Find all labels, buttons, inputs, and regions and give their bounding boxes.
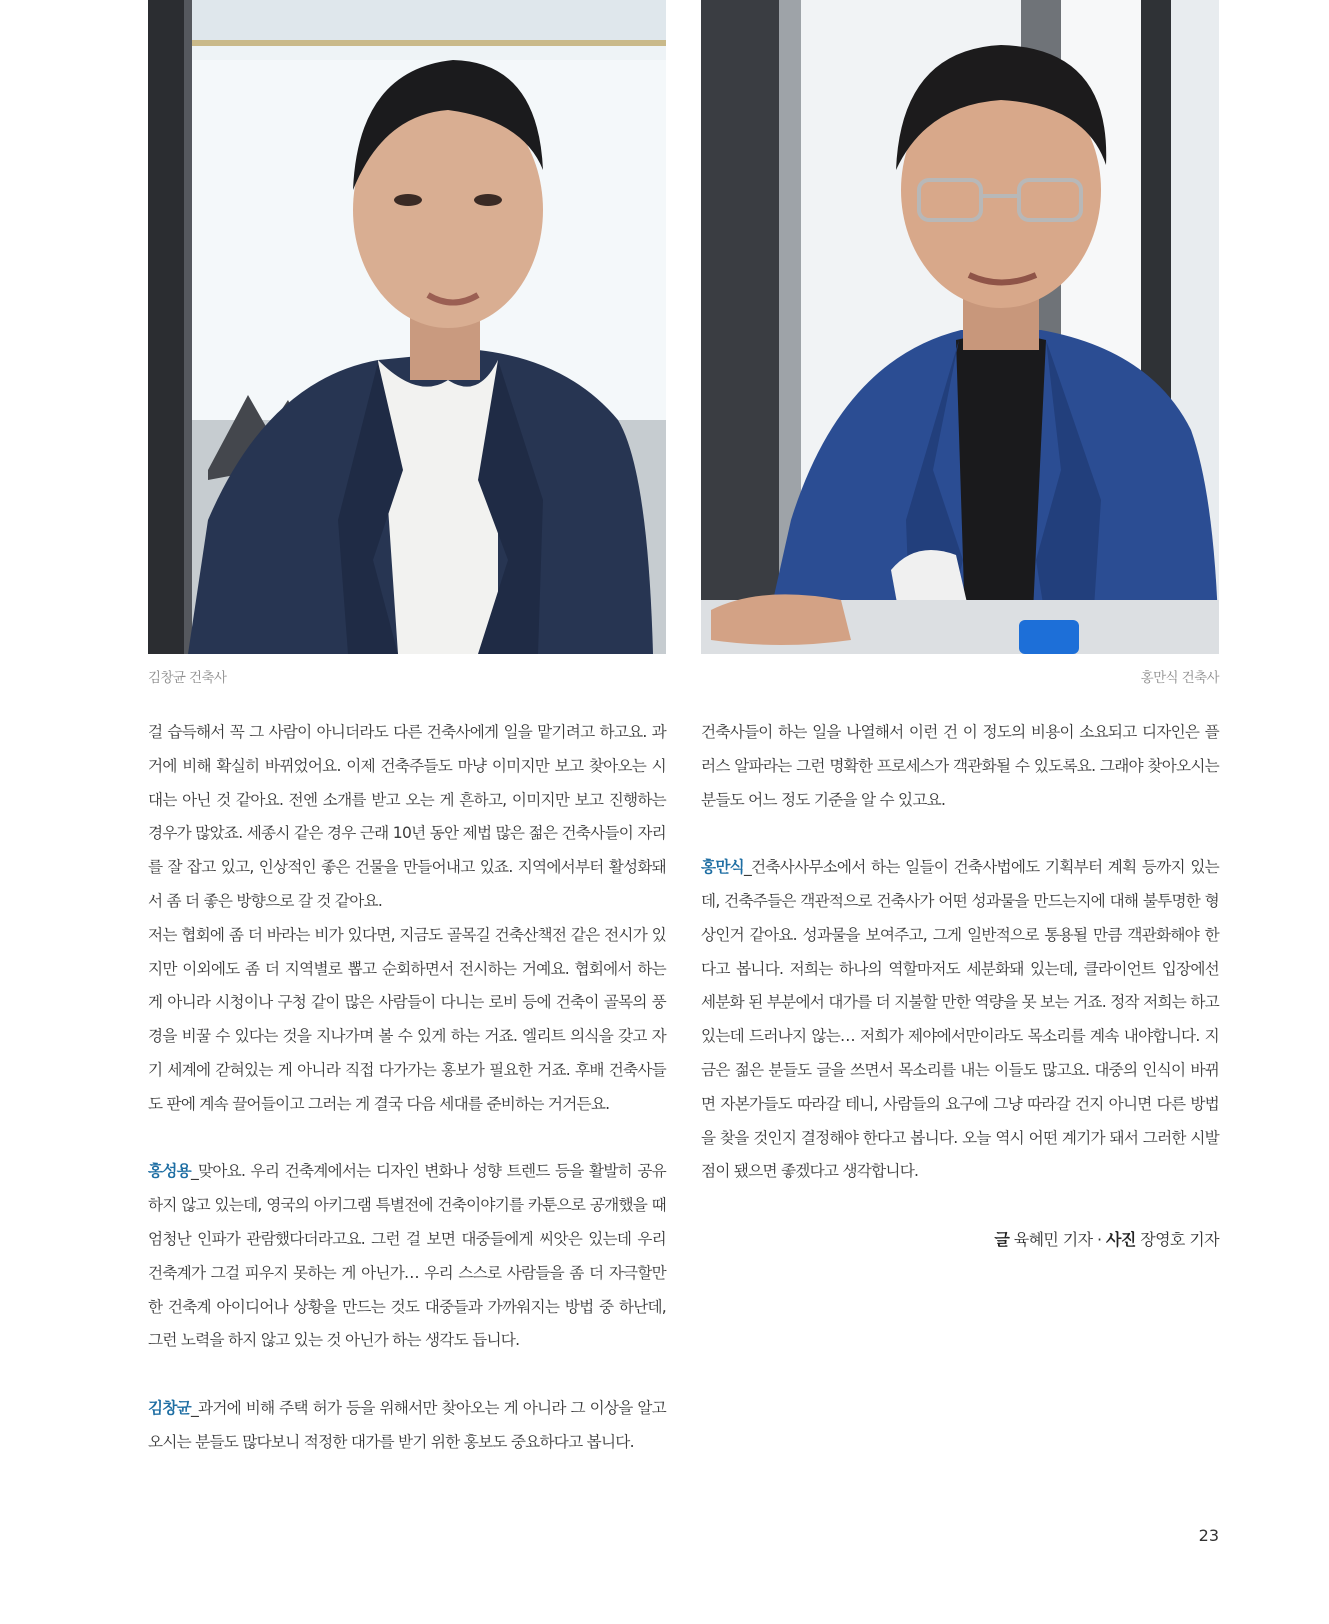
paragraph: 저는 협회에 좀 더 바라는 비가 있다면, 지금도 골목길 건축산책전 같은 전시가 있지만 이외에도 좀 더 지역별로 뽑고 순회하면서 전시하는 거예요. 협회에서 하는 게 아니라 시청이나 구청 같이 많은 사람들이 다니는 로비 등에 건축이 골목의 풍경을 비꿀 수 있다는 것을 지나가며 볼 수 있게 하는 거죠. 엘리트 의식을 갖고 자기 세계에 갇혀있는 게 아니라 직접 다가가는 홍보가 필요한 거죠. 후배 건축사들도 판에 계속 끌어들이고 그러는 게 결국 다음 세대를 준비하는 거거든요. xyxy=(148,925,666,1113)
speech-text: _과거에 비해 주택 허가 등을 위해서만 찾아오는 게 아니라 그 이상을 알고 오시는 분들도 많다보니 적정한 대가를 받기 위한 홍보도 중요하다고 봅니다. xyxy=(148,1398,666,1451)
photo-hong-mansik xyxy=(701,0,1219,654)
page-number: 23 xyxy=(1198,1526,1219,1545)
portrait-illustration-right xyxy=(701,0,1219,654)
paragraph-hong-mansik xyxy=(701,851,1219,1189)
speech-text: _건축사사무소에서 하는 일들이 건축사법에도 기획부터 계획 등까지 있는데, 건축주들은 객관적으로 건축사가 어떤 성과물을 만드는지에 대해 불투명한 형상인거 같아요. 성과물을 보여주고, 그게 일반적으로 통용될 만큼 객관화해야 한다고 봅니다. 저희는 하나의 역할마저도 세분화돼 있는데, 클라이언트 입장에선 세분화 된 부분에서 대가를 더 지불할 만한 역량을 못 보는 거죠. 정작 저희는 하고 있는데 드러나지 않는… 저희가 제야에서만이라도 목소리를 계속 내야합니다. 지금은 젊은 분들도 글을 쓰면서 목소리를 내는 이들도 많고요. 대중의 인식이 바뀌면 자본가들도 따라갈 테니, 사람들의 요구에 그냥 따라갈 건지 아니면 다른 방법을 찾을 것인지 결정해야 한다고 봅니다. 오늘 역시 어떤 계기가 돼서 그러한 시발점이 됐으면 좋겠다고 생각합니다. xyxy=(701,858,1219,1181)
speaker-name: 김창균 xyxy=(148,1398,191,1417)
portrait-illustration-left xyxy=(148,0,666,654)
photo-caption-right: 홍만식 건축사 xyxy=(1140,670,1219,686)
photo-caption-left: 김창균 건축사 xyxy=(148,670,227,686)
article-column-right xyxy=(701,716,1219,1257)
speaker-name: 홍성용 xyxy=(148,1162,191,1181)
photo-kim-changgyun xyxy=(148,0,666,654)
byline-photographer: 장영호 기자 xyxy=(1140,1230,1219,1250)
paragraph: 건축사들이 하는 일을 나열해서 이런 건 이 정도의 비용이 소요되고 디자인은 플러스 알파라는 그런 명확한 프로세스가 객관화될 수 있도록요. 그래야 찾아오시는 분들도 어느 정도 기준을 알 수 있고요. xyxy=(701,723,1219,809)
byline-text-label: 글 xyxy=(994,1230,1010,1250)
speech-text: _맞아요. 우리 건축계에서는 디자인 변화나 성향 트렌드 등을 활발히 공유하지 않고 있는데, 영국의 아키그램 특별전에 건축이야기를 카툰으로 공개했을 때 엄청난 인파가 관람했다더라고요. 그런 걸 보면 대중들에게 씨앗은 있는데 우리 건축계가 그걸 피우지 못하는 게 아닌가… 우리 스스로 사람들을 좀 더 자극할만한 건축계 아이디어나 상황을 만드는 것도 대중들과 가까워지는 방법 중 하난데, 그런 노력을 하지 않고 있는 것 아닌가 하는 생각도 듭니다. xyxy=(148,1162,666,1350)
byline xyxy=(701,1223,1219,1257)
paragraph-kim-changgyun xyxy=(148,1392,666,1460)
article-column-left xyxy=(148,716,666,1460)
paragraph-hong-sungyong xyxy=(148,1155,666,1358)
paragraph: 걸 습득해서 꼭 그 사람이 아니더라도 다른 건축사에게 일을 맡기려고 하고요. 과거에 비해 확실히 바뀌었어요. 이제 건축주들도 마냥 이미지만 보고 찾아오는 시대는 아닌 것 같아요. 전엔 소개를 받고 오는 게 흔하고, 이미지만 보고 진행하는 경우가 많았죠. 세종시 같은 경우 근래 10년 동안 제법 많은 젊은 건축사들이 자리를 잘 잡고 있고, 인상적인 좋은 건물을 만들어내고 있죠. 지역에서부터 활성화돼서 좀 더 좋은 방향으로 갈 것 같아요. xyxy=(148,723,666,910)
byline-separator: · xyxy=(1097,1230,1102,1250)
speaker-name: 홍만식 xyxy=(701,858,744,877)
byline-writer: 육혜민 기자 xyxy=(1013,1230,1093,1250)
byline-photo-label: 사진 xyxy=(1106,1230,1136,1250)
